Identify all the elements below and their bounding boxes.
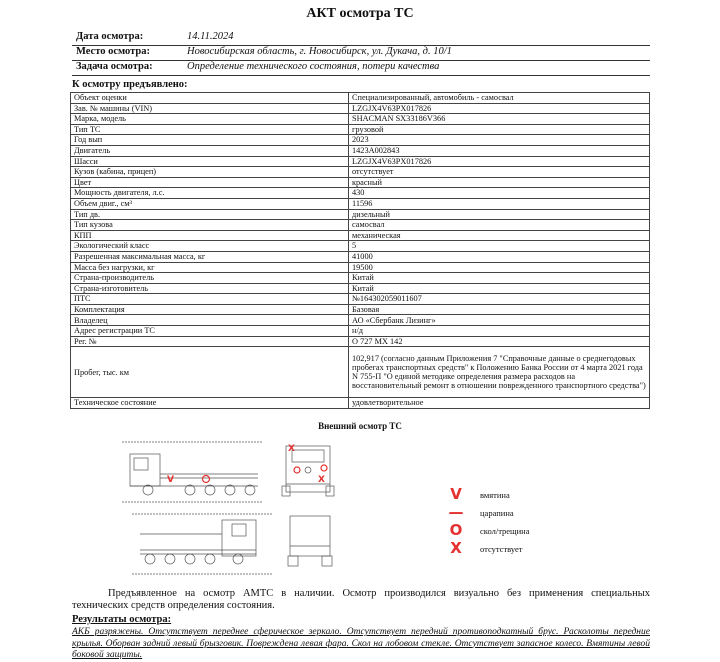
- truck-rear-view: [288, 516, 332, 566]
- legend-label: отсутствует: [480, 544, 523, 554]
- row-value: Специализированный, автомобиль - самосвал: [349, 93, 650, 104]
- row-value: АО «Сбербанк Лизинг»: [349, 315, 650, 326]
- date-value: 14.11.2024: [187, 31, 234, 42]
- table-row: [71, 241, 650, 252]
- table-row: [71, 336, 650, 347]
- header-task-row: [72, 60, 650, 76]
- mileage-label: Пробег, тыс. км: [71, 347, 349, 398]
- row-label: Цвет: [71, 177, 349, 188]
- row-value: 11596: [349, 198, 650, 209]
- row-label: Разрешенная максимальная масса, кг: [71, 251, 349, 262]
- mileage-value: 102,917 (согласно данным Приложения 7 "Справочные данные о среднегодовых пробегах транспортных средств" к Положению Банка России от 4 марта 2021 года N 755-П "О единой методике определения размера расходов на восстановительный ремонт в отношении поврежденного транспортного средства"): [349, 347, 650, 398]
- task-value: Определение технического состояния, потери качества: [187, 61, 440, 72]
- row-value: грузовой: [349, 124, 650, 135]
- row-value: дизельный: [349, 209, 650, 220]
- missing-symbol-icon: X: [450, 539, 462, 557]
- table-row: [71, 177, 650, 188]
- table-row: [71, 93, 650, 104]
- date-label: Дата осмотра:: [76, 31, 144, 42]
- row-label: КПП: [71, 230, 349, 241]
- row-label: Марка, модель: [71, 114, 349, 125]
- inspection-note: Предъявленное на осмотр АМТС в наличии. Осмотр производился визуально без применения специальных технических средств определения состояния.: [72, 588, 650, 611]
- table-row: [71, 114, 650, 125]
- row-value: н/д: [349, 326, 650, 337]
- place-value: Новосибирская область, г. Новосибирск, ул. Дукача, д. 10/1: [187, 46, 452, 57]
- table-row: [71, 198, 650, 209]
- row-value: LZGJX4V63PX017826: [349, 156, 650, 167]
- chip-symbol-icon: O: [449, 521, 463, 539]
- row-value: SHACMAN SX33186V366: [349, 114, 650, 125]
- table-row: [71, 220, 650, 231]
- row-label: Владелец: [71, 315, 349, 326]
- row-label: Двигатель: [71, 145, 349, 156]
- row-value: 430: [349, 188, 650, 199]
- row-label: Тип кузова: [71, 220, 349, 231]
- row-value: LZGJX4V63PX017826: [349, 103, 650, 114]
- table-row: [71, 273, 650, 284]
- row-value: 5: [349, 241, 650, 252]
- external-inspection-title: Внешний осмотр ТС: [318, 421, 402, 431]
- damage-mark-missing: X: [318, 475, 325, 485]
- table-row: [71, 124, 650, 135]
- table-row: [71, 315, 650, 326]
- row-label: Комплектация: [71, 304, 349, 315]
- row-value: Китай: [349, 273, 650, 284]
- header-place-row: [72, 45, 650, 61]
- table-row: [71, 262, 650, 273]
- table-row-mileage: [71, 347, 650, 398]
- tech-state-value: удовлетворительное: [349, 398, 650, 409]
- inspection-table: [70, 92, 650, 409]
- row-label: Адрес регистрации ТС: [71, 326, 349, 337]
- task-label: Задача осмотра:: [76, 61, 153, 72]
- row-label: Зав. № машины (VIN): [71, 103, 349, 114]
- truck-diagram: [110, 434, 350, 584]
- table-row: [71, 230, 650, 241]
- row-label: Тип ТС: [71, 124, 349, 135]
- table-row: [71, 283, 650, 294]
- truck-side-view-right: [132, 514, 272, 574]
- table-row: [71, 326, 650, 337]
- row-value: 2023: [349, 135, 650, 146]
- damage-mark-chip: [294, 467, 300, 473]
- row-label: Кузов (кабина, прицеп): [71, 167, 349, 178]
- damage-mark-chip: [321, 465, 327, 471]
- tech-state-label: Техническое состояние: [71, 398, 349, 409]
- row-value: самосвал: [349, 220, 650, 231]
- table-row-tech-state: [71, 398, 650, 409]
- truck-side-view-left: [122, 442, 262, 502]
- row-value: 1423А002843: [349, 145, 650, 156]
- results-title: Результаты осмотра:: [72, 614, 172, 625]
- row-label: Рег. №: [71, 336, 349, 347]
- row-label: Мощность двигателя, л.с.: [71, 188, 349, 199]
- table-row: [71, 294, 650, 305]
- row-label: Объем двиг., см³: [71, 198, 349, 209]
- scratch-symbol-icon: —: [448, 503, 464, 521]
- table-row: [71, 135, 650, 146]
- act-title: АКТ осмотра ТС: [306, 6, 414, 21]
- row-value: отсутствует: [349, 167, 650, 178]
- row-label: Объект оценки: [71, 93, 349, 104]
- legend-label: скол/трещина: [480, 526, 530, 536]
- row-label: Год вып: [71, 135, 349, 146]
- row-value: красный: [349, 177, 650, 188]
- table-row: [71, 209, 650, 220]
- row-label: Шасси: [71, 156, 349, 167]
- table-row: [71, 145, 650, 156]
- row-value: механическая: [349, 230, 650, 241]
- row-value: Китай: [349, 283, 650, 294]
- row-label: Масса без нагрузки, кг: [71, 262, 349, 273]
- header-date-row: [72, 30, 650, 46]
- legend-label: царапина: [480, 508, 514, 518]
- row-label: Тип дв.: [71, 209, 349, 220]
- table-row: [71, 156, 650, 167]
- legend-label: вмятина: [480, 490, 510, 500]
- row-value: Базовая: [349, 304, 650, 315]
- table-row: [71, 167, 650, 178]
- table-row: [71, 304, 650, 315]
- row-value: 19500: [349, 262, 650, 273]
- row-label: Экологический класс: [71, 241, 349, 252]
- table-row: [71, 251, 650, 262]
- results-text: АКБ разряжены. Отсутствует переднее сферическое зеркало. Отсутствует передний противоподкатный брус. Расколоты передние крылья. Оборван задний левый брызговик. Повреждена левая фара. Скол на лобовом стекле. Отсутствует запасное колесо. Вмятины левой боковой защиты.: [72, 627, 650, 660]
- section-title: К осмотру предъявлено:: [72, 79, 188, 90]
- table-row: [71, 103, 650, 114]
- dent-symbol-icon: V: [450, 485, 462, 503]
- damage-mark-dent: V: [167, 475, 174, 485]
- row-label: Страна-производитель: [71, 273, 349, 284]
- row-value: №164302059011607: [349, 294, 650, 305]
- row-value: 41000: [349, 251, 650, 262]
- row-label: Страна-изготовитель: [71, 283, 349, 294]
- row-label: ПТС: [71, 294, 349, 305]
- table-row: [71, 188, 650, 199]
- damage-mark-missing: X: [288, 444, 295, 454]
- place-label: Место осмотра:: [76, 46, 151, 57]
- row-value: О 727 МХ 142: [349, 336, 650, 347]
- damage-mark-chip: [203, 476, 210, 483]
